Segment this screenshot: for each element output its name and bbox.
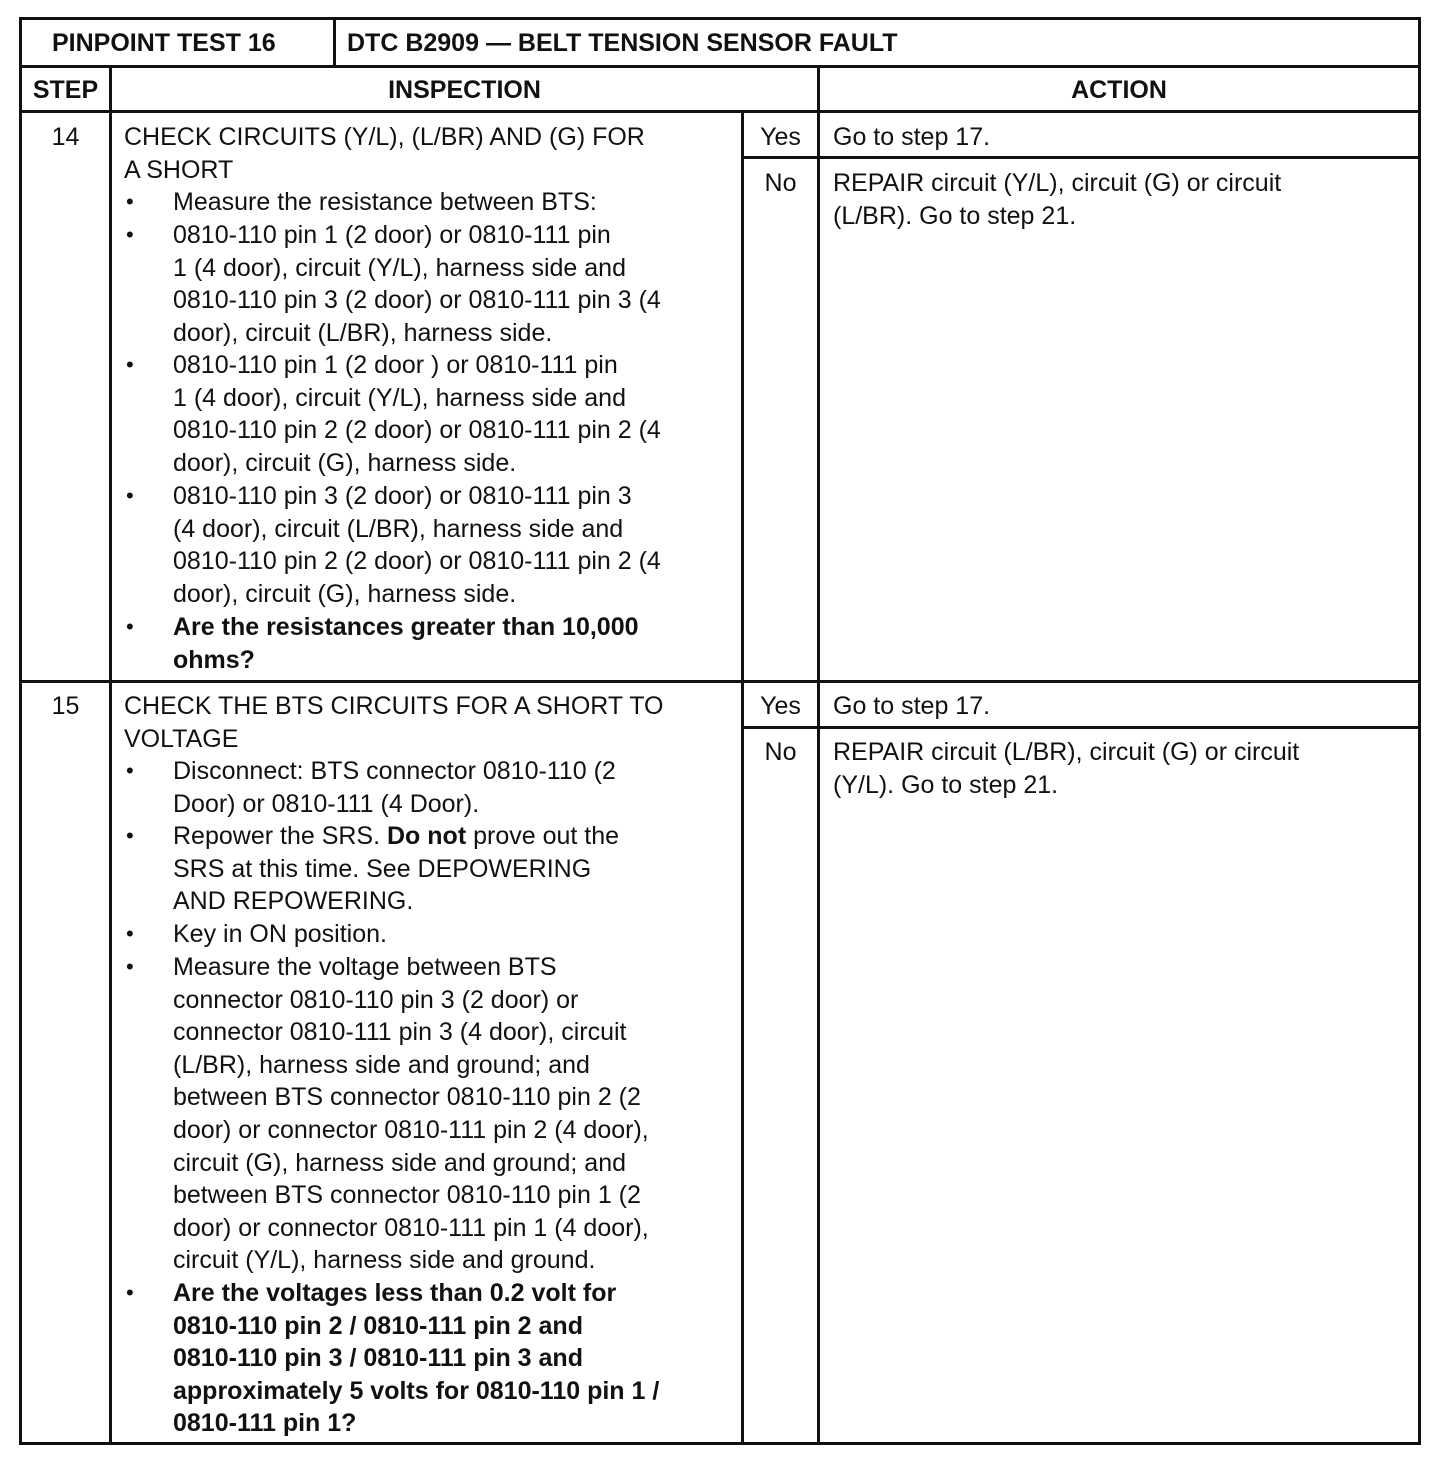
bullet-line: Measure the voltage between BTS: [173, 953, 557, 981]
bullet-text: [173, 480, 661, 610]
bullet-line: door) or connector 0810-111 pin 1 (4 door),: [173, 1213, 649, 1242]
bullet-line: Door) or 0810-111 (4 Door).: [173, 789, 480, 818]
bullet-line: [173, 820, 619, 853]
bullet-line: 0810-110 pin 2 (2 door) or 0810-111 pin 2 (4: [173, 416, 661, 445]
rule-header-divider: [333, 17, 336, 67]
bullet-line: connector 0810-110 pin 3 (2 door) or: [173, 985, 579, 1014]
bullet-dot: •: [126, 352, 134, 377]
step-title: [124, 121, 645, 186]
text-run: prove out the: [473, 822, 620, 850]
bullet-dot: •: [126, 614, 134, 639]
bullet-text: [173, 349, 661, 479]
step-title-line: CHECK THE BTS CIRCUITS FOR A SHORT TO: [124, 692, 664, 720]
action-line: (L/BR). Go to step 21.: [833, 201, 1077, 230]
step-title-line: CHECK CIRCUITS (Y/L), (L/BR) AND (G) FOR: [124, 123, 645, 151]
bullet-line: (4 door), circuit (L/BR), harness side and: [173, 514, 624, 543]
bullet-line: door), circuit (L/BR), harness side.: [173, 318, 553, 347]
rule-action-col: [817, 65, 820, 1445]
bullet-dot: •: [126, 189, 134, 214]
bullet-line: 0810-110 pin 2 (2 door) or 0810-111 pin 2 (4: [173, 547, 661, 576]
bullet-line: circuit (G), harness side and ground; and: [173, 1148, 627, 1177]
bullet-text: [173, 755, 616, 820]
bullet-line: 1 (4 door), circuit (Y/L), harness side and: [173, 383, 626, 412]
no-label: No: [764, 738, 797, 766]
column-step: STEP: [32, 76, 99, 104]
bullet-line: Are the voltages less than 0.2 volt for: [173, 1279, 617, 1307]
yes-label: Yes: [760, 692, 801, 720]
rule-yesno-col: [741, 110, 744, 1445]
bullet-dot: •: [126, 1280, 134, 1305]
bullet-line: (L/BR), harness side and ground; and: [173, 1050, 590, 1079]
bullet-question: [173, 611, 639, 676]
action-line: REPAIR circuit (L/BR), circuit (G) or circuit: [833, 738, 1300, 766]
text-run-bold: Do not: [387, 822, 467, 850]
bullet-dot: •: [126, 954, 134, 979]
bullet-question: [173, 1277, 659, 1440]
bullet-line: SRS at this time. See DEPOWERING: [173, 854, 592, 883]
action-line: REPAIR circuit (Y/L), circuit (G) or circuit: [833, 169, 1282, 197]
bullet-line: approximately 5 volts for 0810-110 pin 1 /: [173, 1376, 660, 1405]
bullet-line: 0810-110 pin 2 / 0810-111 pin 2 and: [173, 1311, 583, 1340]
step-title: [124, 690, 663, 755]
rule-step-col: [109, 65, 112, 1445]
bullet-line: AND REPOWERING.: [173, 887, 414, 916]
bullet-text: [173, 219, 661, 349]
action-line: (Y/L). Go to step 21.: [833, 770, 1059, 799]
rule-step14-yes-bottom: [741, 156, 1421, 159]
bullet-line: connector 0810-111 pin 3 (4 door), circuit: [173, 1018, 627, 1047]
rule-step15-yes-bottom: [741, 726, 1421, 729]
bullet-line: door), circuit (G), harness side.: [173, 448, 517, 477]
dtc-title: DTC B2909 — BELT TENSION SENSOR FAULT: [347, 29, 898, 57]
bullet-line: 0810-110 pin 1 (2 door) or 0810-111 pin: [173, 221, 611, 249]
bullet-dot: •: [126, 921, 134, 946]
pinpoint-test-label: PINPOINT TEST 16: [52, 29, 276, 57]
step-title-line: VOLTAGE: [124, 724, 239, 753]
bullet-dot: •: [126, 222, 134, 247]
bullet-line: ohms?: [173, 645, 255, 674]
bullet-line: door), circuit (G), harness side.: [173, 579, 517, 608]
step-title-line: A SHORT: [124, 155, 234, 184]
bullet-line: 0810-110 pin 1 (2 door ) or 0810-111 pin: [173, 351, 618, 379]
bullet-line: 0810-110 pin 3 (2 door) or 0810-111 pin 3: [173, 482, 632, 510]
step-number: 15: [51, 692, 80, 720]
yes-action: Go to step 17.: [833, 123, 991, 151]
bullet-line: between BTS connector 0810-110 pin 2 (2: [173, 1083, 641, 1112]
bullet-line: 0810-110 pin 3 / 0810-111 pin 3 and: [173, 1344, 583, 1373]
yes-action: Go to step 17.: [833, 692, 991, 720]
bullet-line: 0810-110 pin 3 (2 door) or 0810-111 pin 3 (4: [173, 286, 661, 315]
text-run: Repower the SRS.: [173, 822, 381, 850]
bullet-text: [173, 951, 649, 1277]
bullet-text: [173, 918, 387, 951]
bullet-line: 1 (4 door), circuit (Y/L), harness side and: [173, 253, 626, 282]
column-inspection: INSPECTION: [388, 76, 541, 104]
column-action: ACTION: [1071, 76, 1167, 104]
bullet-dot: •: [126, 823, 134, 848]
bullet-line: between BTS connector 0810-110 pin 1 (2: [173, 1181, 641, 1210]
bullet-line: door) or connector 0810-111 pin 2 (4 door),: [173, 1115, 649, 1144]
step-number: 14: [51, 123, 80, 151]
no-label: No: [764, 169, 797, 197]
bullet-text: [173, 820, 619, 918]
bullet-line: 0810-111 pin 1?: [173, 1409, 357, 1438]
rule-columns-bottom: [19, 110, 1421, 113]
yes-label: Yes: [760, 123, 801, 151]
bullet-dot: •: [126, 758, 134, 783]
bullet-line: Key in ON position.: [173, 920, 387, 948]
bullet-line: Are the resistances greater than 10,000: [173, 613, 639, 641]
bullet-dot: •: [126, 483, 134, 508]
bullet-text: [173, 186, 597, 219]
bullet-line: circuit (Y/L), harness side and ground.: [173, 1246, 596, 1275]
bullet-line: Disconnect: BTS connector 0810-110 (2: [173, 757, 616, 785]
no-action: [833, 736, 1299, 801]
no-action: [833, 167, 1281, 232]
bullet-line: Measure the resistance between BTS:: [173, 188, 597, 216]
rule-step14-bottom: [19, 680, 1421, 683]
rule-header-bottom: [19, 65, 1421, 68]
